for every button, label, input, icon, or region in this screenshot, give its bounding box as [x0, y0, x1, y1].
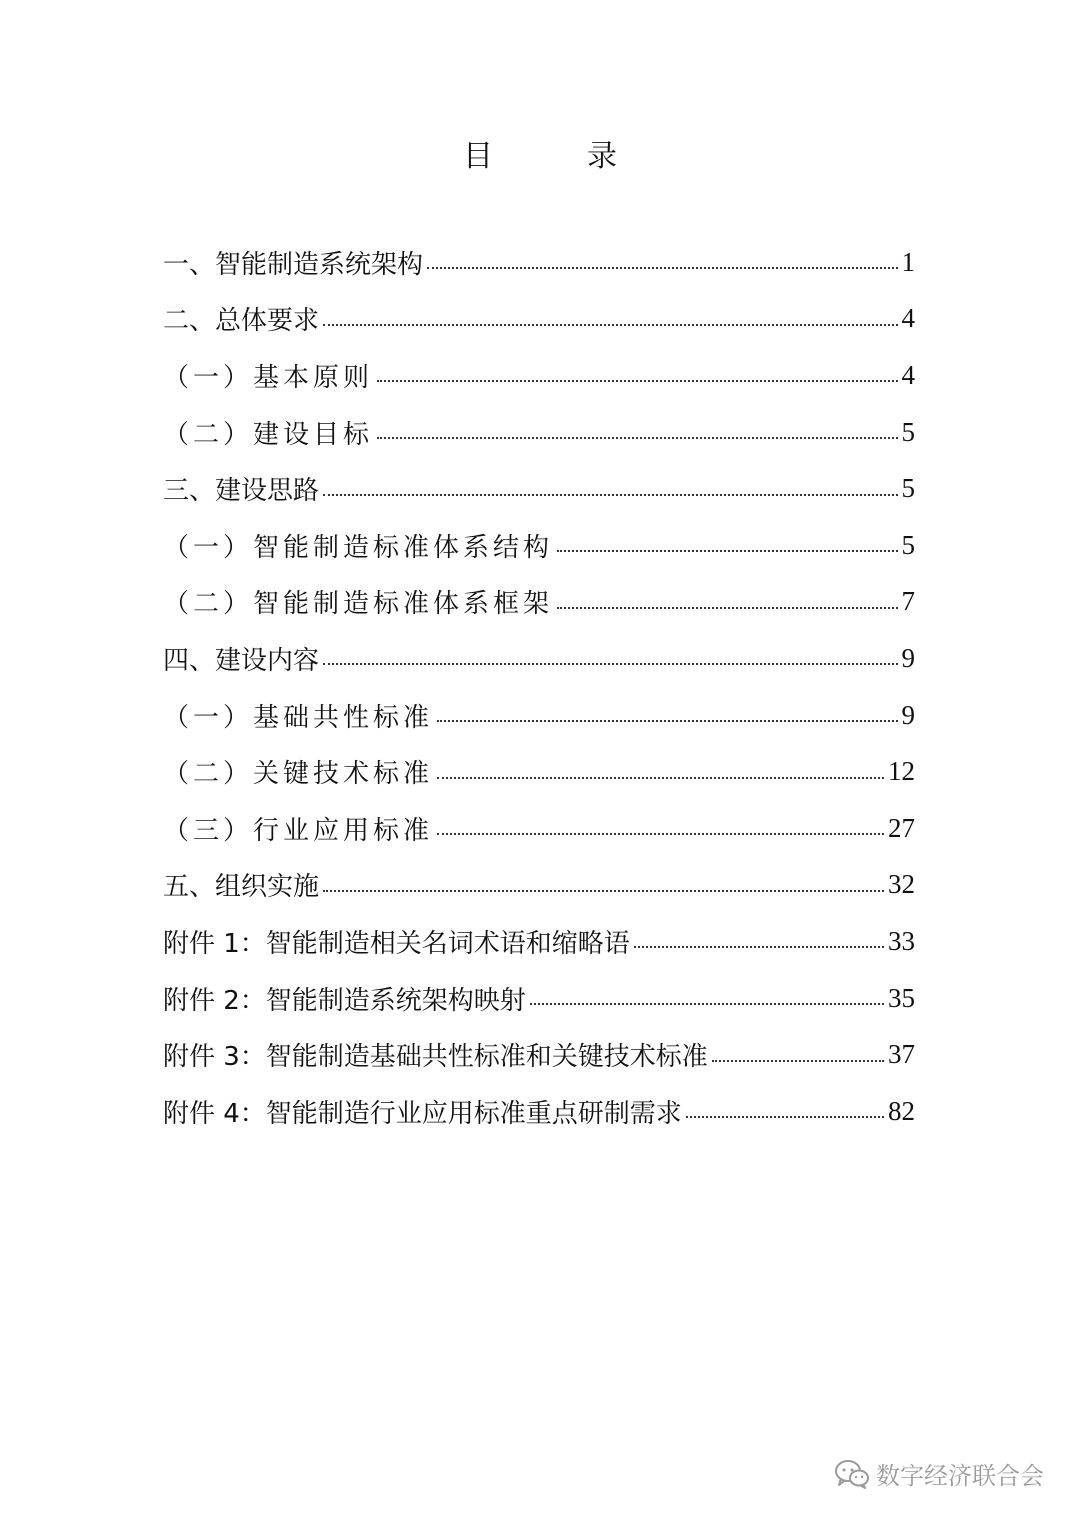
toc-entry-label: （二）建设目标 [163, 419, 374, 450]
toc-entry-page: 27 [888, 812, 915, 843]
toc-entry[interactable] [163, 857, 915, 914]
toc-entry-page: 12 [888, 756, 915, 787]
toc-leader-dots [323, 890, 884, 892]
toc-entry-label: 四、建设内容 [163, 645, 320, 676]
toc-entry[interactable] [163, 687, 915, 744]
toc-entry-label: （二）智能制造标准体系框架 [163, 589, 554, 620]
toc-entry[interactable] [163, 1083, 915, 1140]
toc-entry[interactable] [163, 574, 915, 631]
toc-entry-label: 二、总体要求 [163, 306, 320, 337]
toc-entry[interactable] [163, 970, 915, 1027]
toc-entry-label: 附件 4：智能制造行业应用标准重点研制需求 [163, 1098, 682, 1129]
toc-entry[interactable] [163, 913, 915, 970]
toc-entry-page: 35 [888, 982, 915, 1013]
toc-entry-label: （三）行业应用标准 [163, 815, 434, 846]
toc-entry-label: （二）关键技术标准 [163, 759, 434, 790]
toc-entry-label: 五、组织实施 [163, 872, 320, 903]
toc-entry-label: 一、智能制造系统架构 [163, 249, 424, 280]
toc-entry-page: 33 [888, 925, 915, 956]
toc-leader-dots [634, 946, 884, 948]
toc-leader-dots [323, 324, 897, 326]
toc-leader-dots [530, 1003, 884, 1005]
toc-list [163, 234, 915, 1140]
toc-leader-dots [427, 267, 897, 269]
toc-entry[interactable] [163, 517, 915, 574]
toc-entry[interactable] [163, 630, 915, 687]
toc-leader-dots [437, 833, 884, 835]
toc-leader-dots [557, 550, 897, 552]
toc-entry[interactable] [163, 234, 915, 291]
toc-entry[interactable] [163, 404, 915, 461]
toc-leader-dots [377, 437, 897, 439]
toc-entry[interactable] [163, 1026, 915, 1083]
toc-entry-label: （一）智能制造标准体系结构 [163, 532, 554, 563]
toc-leader-dots [557, 607, 897, 609]
toc-entry-page: 32 [888, 869, 915, 900]
toc-entry[interactable] [163, 291, 915, 348]
toc-entry-page: 7 [901, 586, 915, 617]
toc-entry-page: 9 [901, 699, 915, 730]
toc-entry-label: （一）基本原则 [163, 362, 374, 393]
toc-leader-dots [686, 1116, 884, 1118]
wechat-icon [834, 1459, 870, 1489]
toc-entry-page: 4 [901, 359, 915, 390]
toc-entry-page: 5 [901, 416, 915, 447]
toc-entry[interactable] [163, 460, 915, 517]
toc-entry-page: 9 [901, 642, 915, 673]
toc-entry[interactable] [163, 347, 915, 404]
toc-entry-page: 5 [901, 473, 915, 504]
toc-entry-label: 附件 2：智能制造系统架构映射 [163, 985, 526, 1016]
toc-leader-dots [323, 494, 897, 496]
toc-entry-page: 5 [901, 529, 915, 560]
toc-entry-label: （一）基础共性标准 [163, 702, 434, 733]
toc-leader-dots [437, 777, 884, 779]
toc-entry-label: 三、建设思路 [163, 476, 320, 507]
toc-entry-page: 37 [888, 1039, 915, 1070]
toc-entry-label: 附件 1：智能制造相关名词术语和缩略语 [163, 928, 630, 959]
toc-title: 目 录 [463, 139, 649, 174]
toc-leader-dots [377, 380, 897, 382]
toc-entry-label: 附件 3：智能制造基础共性标准和关键技术标准 [163, 1042, 708, 1073]
toc-leader-dots [323, 663, 897, 665]
watermark [834, 1456, 1044, 1491]
toc-entry-page: 4 [901, 303, 915, 334]
toc-leader-dots [712, 1060, 884, 1062]
watermark-text: 数字经济联合会 [876, 1462, 1044, 1490]
toc-entry-page: 1 [901, 246, 915, 277]
toc-leader-dots [437, 720, 897, 722]
toc-entry-page: 82 [888, 1095, 915, 1126]
toc-entry[interactable] [163, 743, 915, 800]
toc-entry[interactable] [163, 800, 915, 857]
